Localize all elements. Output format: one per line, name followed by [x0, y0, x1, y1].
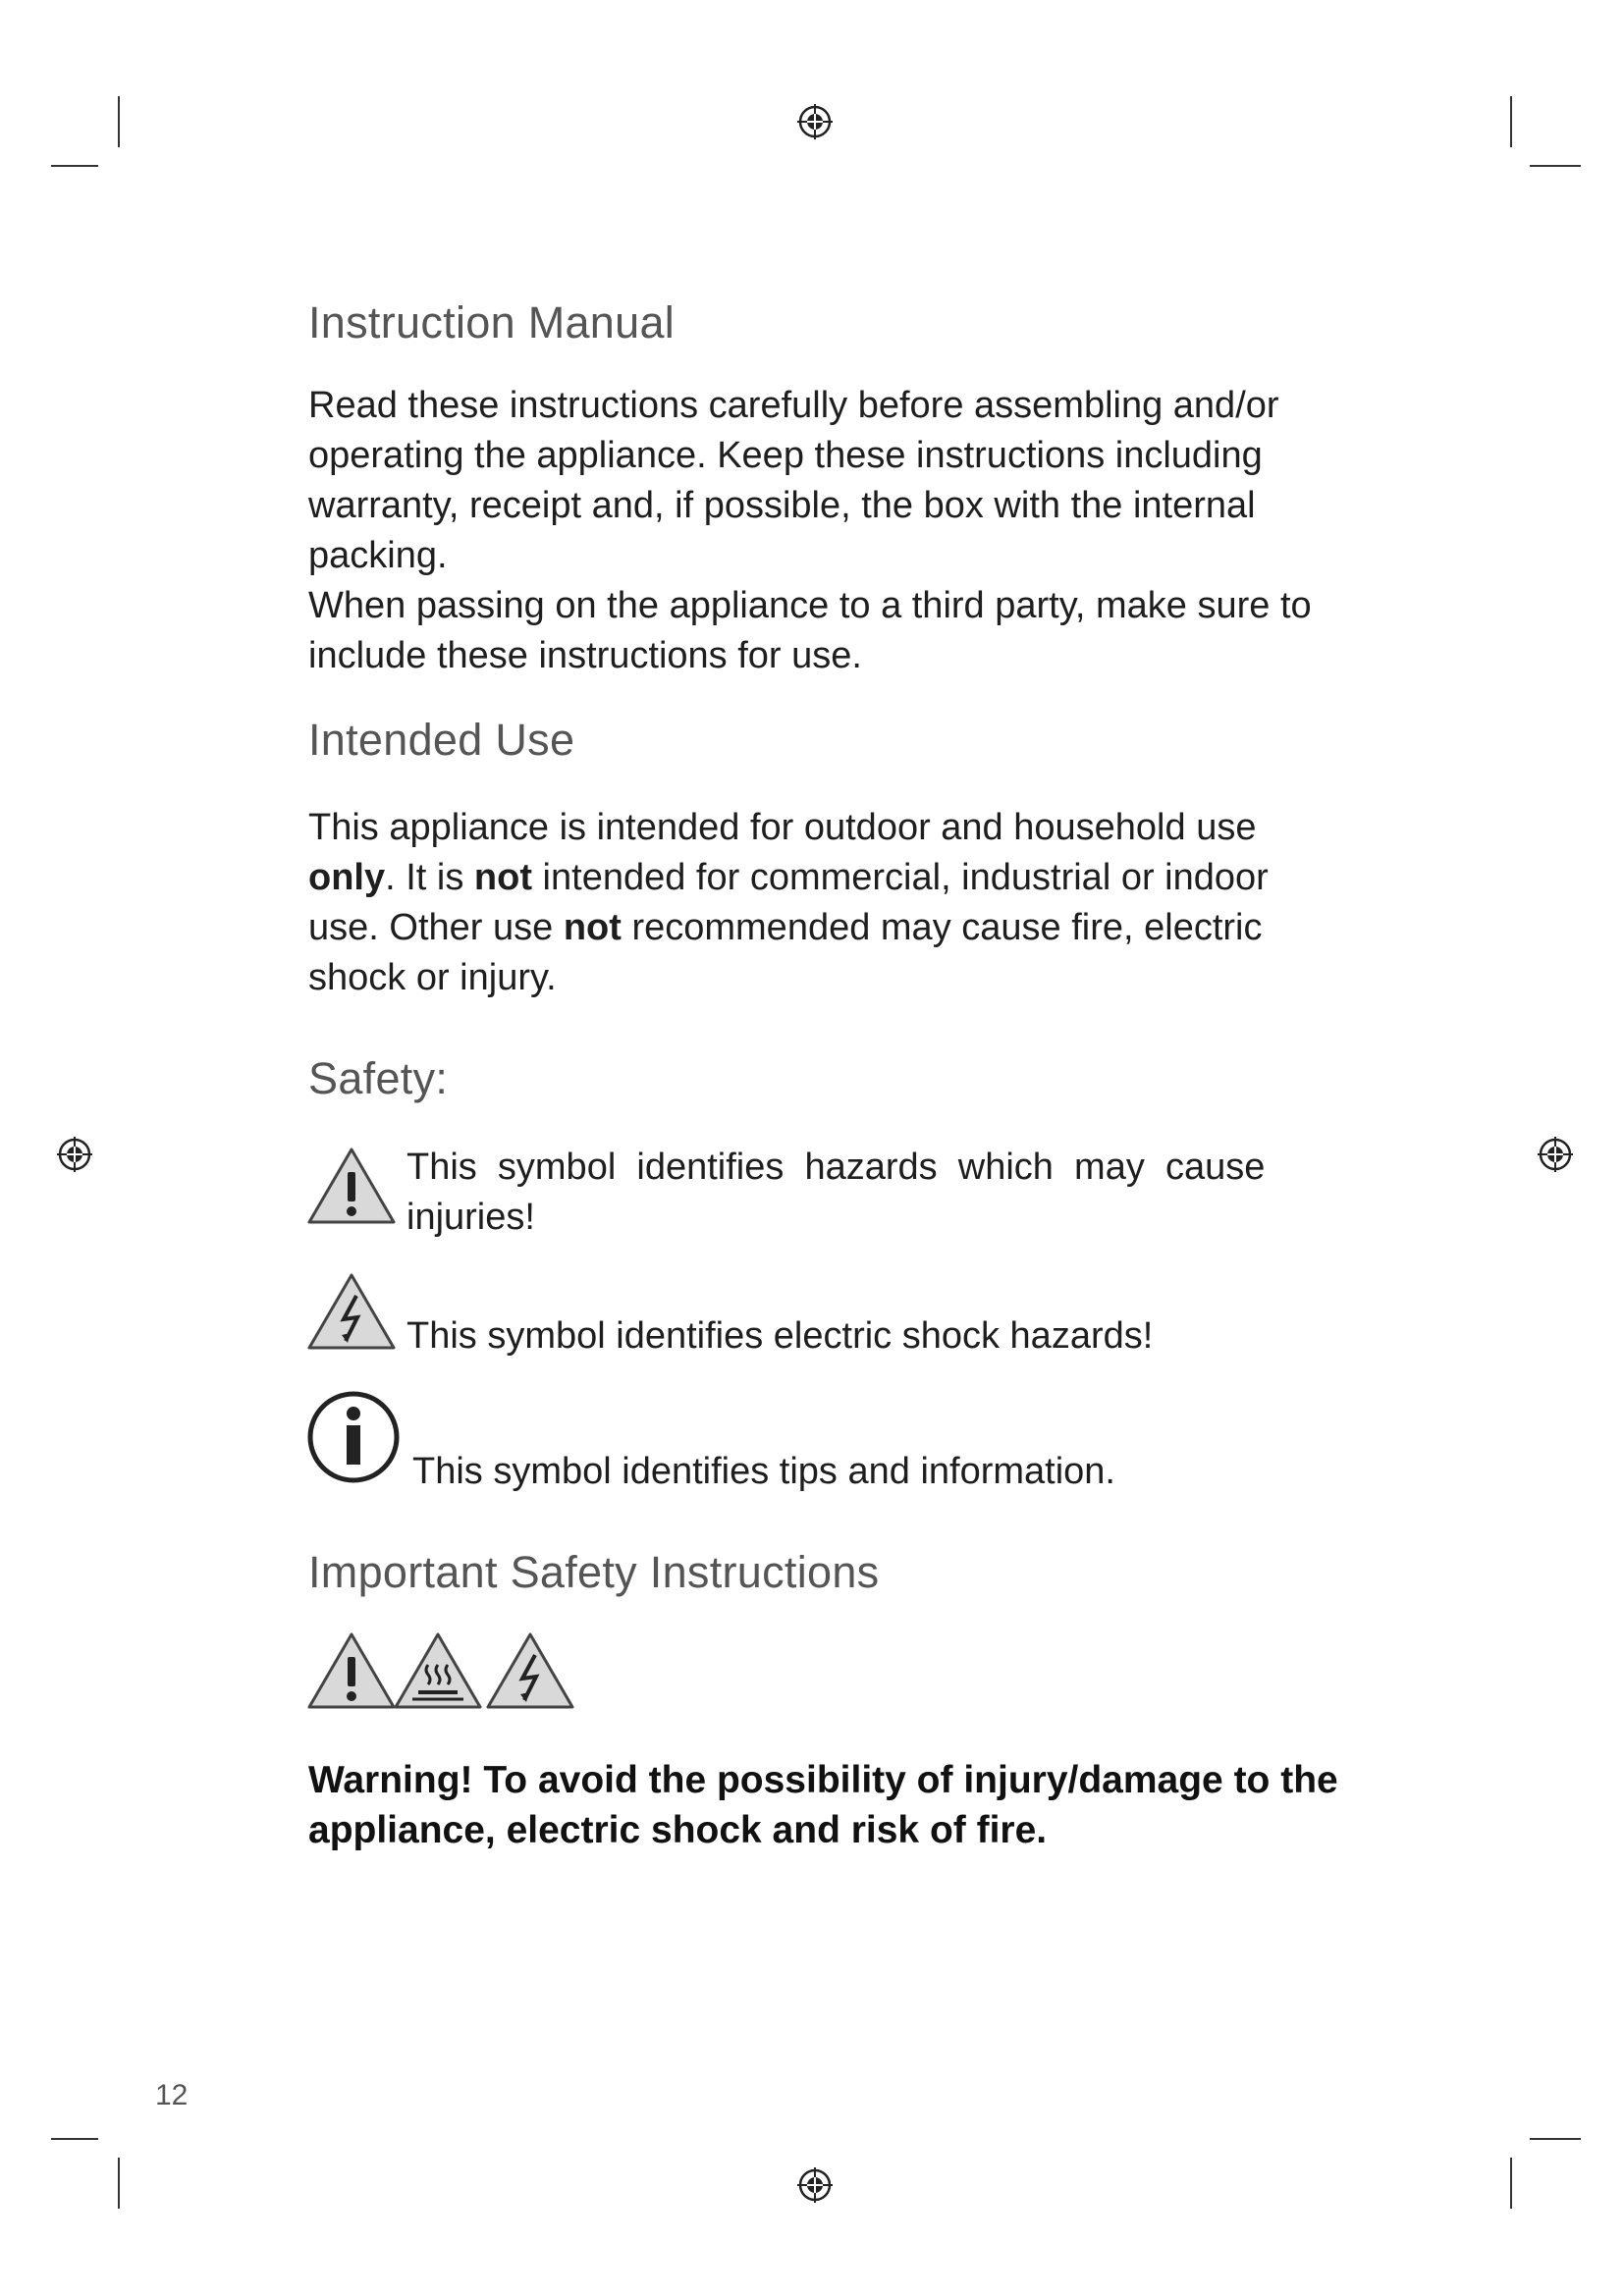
electric-shock-triangle-icon: [306, 1272, 397, 1351]
electric-shock-triangle-icon: [485, 1631, 575, 1710]
text-run: recommended may cause fire, electric: [621, 907, 1263, 948]
text-line: warranty, receipt and, if possible, the box with the internal: [308, 485, 1256, 526]
text-line: shock or injury.: [308, 957, 557, 998]
page-number: 12: [155, 2079, 189, 2111]
registration-mark-icon: [1536, 1135, 1575, 1174]
warning-paragraph: [308, 1755, 1418, 1855]
emphasis: only: [308, 857, 386, 898]
crop-mark: [1510, 96, 1512, 147]
crop-mark: [1530, 165, 1581, 167]
heading-instruction-manual: Instruction Manual: [308, 297, 676, 347]
text-line: [308, 903, 1269, 953]
crop-mark: [51, 2138, 98, 2140]
heading-important-safety-instructions: Important Safety Instructions: [308, 1547, 880, 1597]
text-line: operating the appliance. Keep these instructions including: [308, 435, 1263, 476]
info-circle-icon: [306, 1390, 401, 1484]
text-line: appliance, electric shock and risk of fire.: [308, 1809, 1048, 1851]
emphasis: not: [563, 907, 622, 948]
heading-safety: Safety:: [308, 1053, 449, 1103]
crop-mark: [1530, 2138, 1581, 2140]
text-line: injuries!: [406, 1197, 535, 1238]
instruction-manual-paragraph: [308, 381, 1312, 681]
safety-symbol-text: This symbol identifies tips and information.: [412, 1451, 1115, 1492]
crop-mark: [51, 165, 98, 167]
text-line: This symbol identifies hazards which may cause: [406, 1147, 1266, 1188]
crop-mark: [1510, 2158, 1512, 2209]
crop-mark: [118, 2158, 120, 2209]
registration-mark-icon: [795, 2165, 835, 2205]
text-run: . It is: [385, 857, 474, 898]
safety-symbol-text: This symbol identifies electric shock hazards!: [406, 1315, 1154, 1357]
registration-mark-icon: [55, 1135, 94, 1174]
text-line: This appliance is intended for outdoor and household use: [308, 807, 1257, 848]
text-run: use. Other use: [308, 907, 564, 948]
emphasis: not: [473, 857, 532, 898]
crop-mark: [118, 96, 120, 147]
hot-surface-triangle-icon: [393, 1631, 483, 1710]
intended-use-paragraph: [308, 803, 1269, 1003]
text-line: packing.: [308, 535, 448, 576]
warning-triangle-icon: [306, 1147, 397, 1225]
text-line: When passing on the appliance to a third party, make sure to: [308, 585, 1312, 626]
registration-mark-icon: [795, 102, 835, 141]
text-run: intended for commercial, industrial or indoor: [532, 857, 1269, 898]
text-line: [308, 853, 1269, 903]
safety-symbol-text: [406, 1143, 1331, 1243]
text-line: include these instructions for use.: [308, 635, 862, 676]
text-line: Warning! To avoid the possibility of injury/damage to the: [308, 1759, 1338, 1801]
warning-triangle-icon: [306, 1631, 397, 1710]
text-line: Read these instructions carefully before assembling and/or: [308, 385, 1279, 426]
heading-intended-use: Intended Use: [308, 715, 575, 765]
